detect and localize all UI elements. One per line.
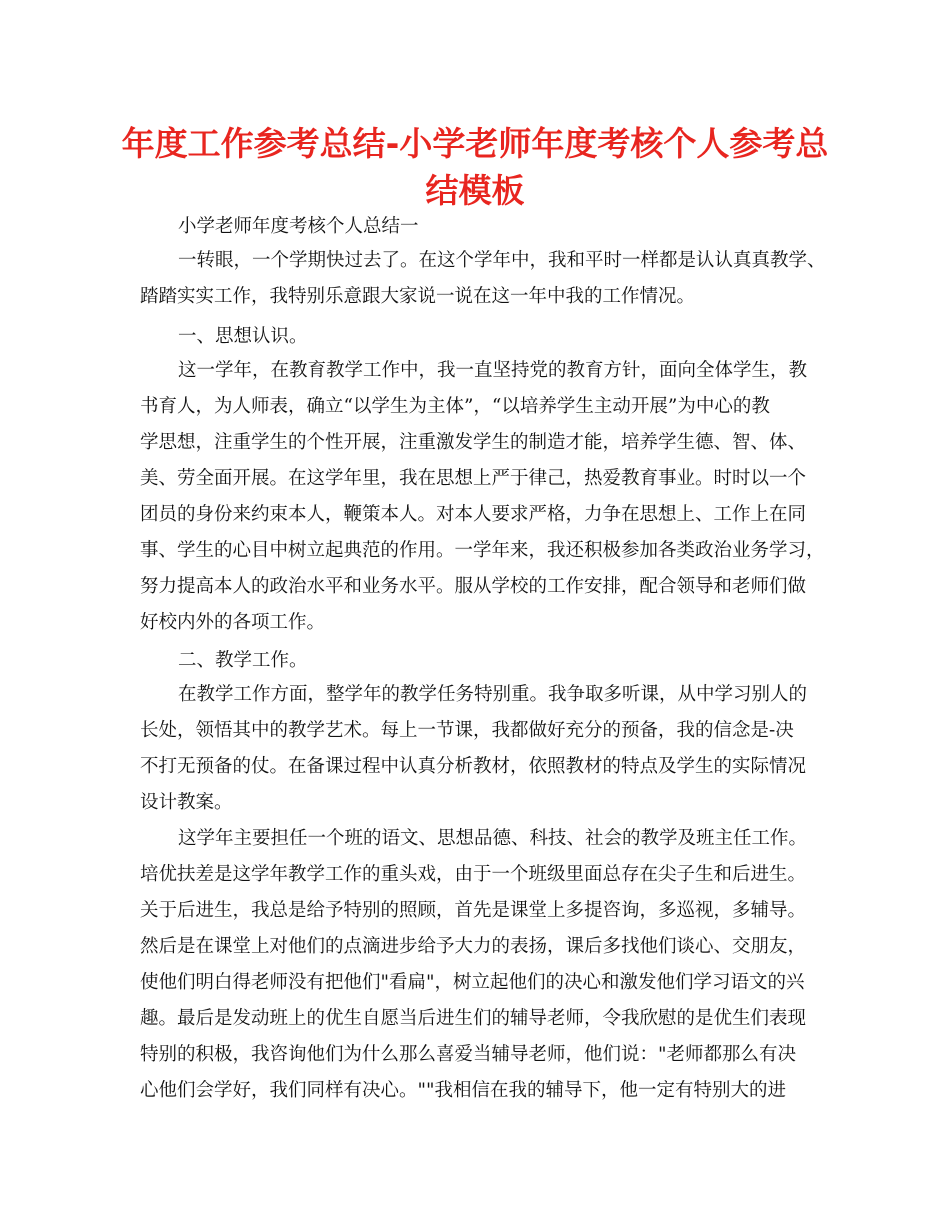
paragraph-line: 长处，领悟其中的教学艺术。每上一节课，我都做好充分的预备，我的信念是-决 [140,720,794,741]
paragraph-line: 美、劳全面开展。在这学年里，我在思想上严于律己，热爱教育事业。时时以一个 [140,468,807,489]
paragraph-line: 努力提高本人的政治水平和业务水平。服从学校的工作安排，配合领导和老师们做 [140,576,807,597]
paragraph-line: 在教学工作方面，整学年的教学任务特别重。我争取多听课，从中学习别人的 [178,684,808,705]
paragraph-line: 事、学生的心目中树立起典范的作用。一学年来，我还积极参加各类政治业务学习， [140,540,825,561]
paragraph-line: 心他们会学好，我们同样有决心。""我相信在我的辅导下，他一定有特别大的进 [140,1080,787,1101]
paragraph-line: 不打无预备的仗。在备课过程中认真分析教材，依照教材的特点及学生的实际情况 [140,756,807,777]
paragraph-line: 学思想，注重学生的个性开展，注重激发学生的制造才能，培养学生德、智、体、 [140,432,807,453]
document-title [0,120,950,214]
section-heading: 二、教学工作。 [178,650,308,671]
paragraph-line: 这一学年，在教育教学工作中，我一直坚持党的教育方针，面向全体学生，教 [178,360,808,381]
paragraph-line: 团员的身份来约束本人，鞭策本人。对本人要求严格，力争在思想上、工作上在同 [140,504,807,525]
paragraph-line: 这学年主要担任一个班的语文、思想品德、科技、社会的教学及班主任工作。 [178,828,808,849]
paragraph-line: 使他们明白得老师没有把他们"看扁"，树立起他们的决心和激发他们学习语文的兴 [140,972,805,993]
section-heading: 一、思想认识。 [178,326,308,347]
paragraph-line: 特别的积极，我咨询他们为什么那么喜爱当辅导老师，他们说："老师都那么有决 [140,1044,797,1065]
paragraph-line: 培优扶差是这学年教学工作的重头戏，由于一个班级里面总存在尖子生和后进生。 [140,864,807,885]
paragraph-heading: 小学老师年度考核个人总结一 [178,216,419,237]
paragraph-line: 设计教案。 [140,792,233,813]
paragraph-line: 一转眼，一个学期快过去了。在这个学年中，我和平时一样都是认认真真教学、 [178,250,826,271]
paragraph-line: 关于后进生，我总是给予特别的照顾，首先是课堂上多提咨询，多巡视，多辅导。 [140,900,807,921]
paragraph-line: 好校内外的各项工作。 [140,612,326,633]
title-line-1: 年度工作参考总结-小学老师年度考核个人参考总 [121,124,829,163]
paragraph-line: 踏踏实实工作，我特别乐意跟大家说一说在这一年中我的工作情况。 [140,286,696,307]
paragraph-line: 趣。最后是发动班上的优生自愿当后进生们的辅导老师，令我欣慰的是优生们表现 [140,1008,807,1029]
title-line-2: 结模板 [425,171,525,210]
paragraph-line: 书育人，为人师表，确立“以学生为主体”，“以培养学生主动开展”为中心的教 [140,396,770,417]
paragraph-line: 然后是在课堂上对他们的点滴进步给予大力的表扬，课后多找他们谈心、交朋友， [140,936,807,957]
